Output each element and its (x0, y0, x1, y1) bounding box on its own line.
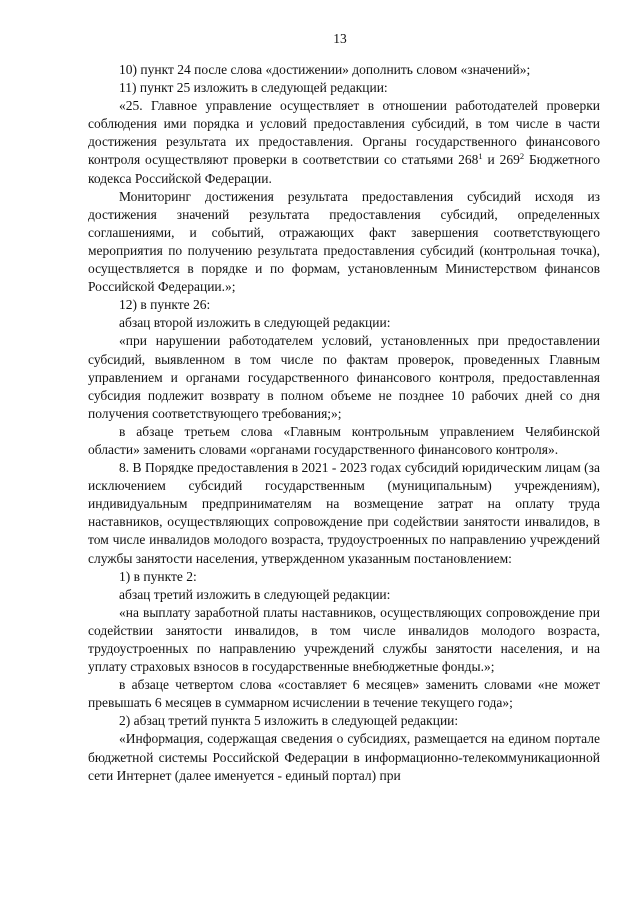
paragraph-second-abzac: абзац второй изложить в следующей редакции: (119, 315, 391, 331)
paragraph-point-5: 2) абзац третий пункта 5 изложить в следующей редакции: (119, 713, 459, 729)
page-number: 13 (333, 31, 347, 46)
paragraph-information-portal: «Информация, содержащая сведения о субсидиях, размещается на едином портале бюджетной системы Российской Федерации в информационно-телекоммуникационной сети Интернет (далее именуется - единый портал) при (88, 731, 600, 783)
paragraph-item-11: 11) пункт 25 изложить в следующей редакции: (119, 80, 388, 96)
paragraph-fourth-abzac: в абзаце четвертом слова «составляет 6 месяцев» заменить словами «не может превышать 6 месяцев в суммарном исчислении в течение текущего года»; (88, 677, 600, 711)
clause-25-text-middle: и 269 (482, 152, 520, 168)
paragraph-item-10: 10) пункт 24 после слова «достижении» дополнить словом «значений»; (119, 62, 531, 77)
paragraph-monitoring: Мониторинг достижения результата предоставления субсидий исходя из достижения значений результата предоставления субсидий, определенных соглашениями, и событий, отражающих факт завершения соответствующего мероприятия по получению результата предоставления субсидий (контрольная точка), осуществляется в порядке и по формам, установленным Министерством финансов Российской Федерации.»; (88, 188, 600, 295)
paragraph-point-2: 1) в пункте 2: (119, 568, 197, 584)
paragraph-third-abzac-replace: в абзаце третьем слова «Главным контрольным управлением Челябинской области» заменить словами «органами государственного финансового контроля». (88, 423, 600, 457)
paragraph-section-8: 8. В Порядке предоставления в 2021 - 2023 годах субсидий юридическим лицам (за исключением субсидий государственным (муниципальным) учреждениям), индивидуальным предпринимателям на возмещение затрат на оплату труда наставников, осуществляющих сопровождение при содействии занятости инвалидов, в том числе инвалидов молодого возраста, трудоустроенных по направлению учреждений службы занятости населения, утвержденном указанным постановлением: (88, 460, 600, 566)
clause-25-text-end: Бюджетного кодекса Российской Федерации. (88, 152, 600, 186)
paragraph-violation-clause: «при нарушении работодателем условий, установленных при предоставлении субсидий, выявленном в том числе по фактам проверок, проведенных Главным управлением и органами государственного финансового контроля, предоставленная субсидия подлежит возврату в полном объеме не позднее 10 рабочих дней со дня получения соответствующего требования;»; (88, 333, 600, 421)
clause-25-text-start: «25. Главное управление осуществляет в отношении работодателей проверки соблюдения ими порядка и условий предоставления субсидий, в том числе в части достижения результата их предоставления. Органы государственного финансового контроля осуществляют проверки в соответствии со статьями 268 (88, 98, 600, 168)
paragraph-mentor-wages: «на выплату заработной платы наставников, осуществляющих сопровождение при содействии занятости инвалидов, в том числе инвалидов молодого возраста, трудоустроенных по направлению учреждений службы занятости населения, и на уплату страховых взносов в государственные внебюджетные фонды.»; (88, 604, 600, 675)
paragraph-clause-25 (88, 97, 600, 187)
paragraph-third-abzac-edit: абзац третий изложить в следующей редакции: (119, 586, 391, 602)
paragraph-item-12: 12) в пункте 26: (119, 297, 211, 313)
article-269-superscript: 2 (519, 151, 525, 162)
article-268-superscript: 1 (478, 151, 483, 162)
